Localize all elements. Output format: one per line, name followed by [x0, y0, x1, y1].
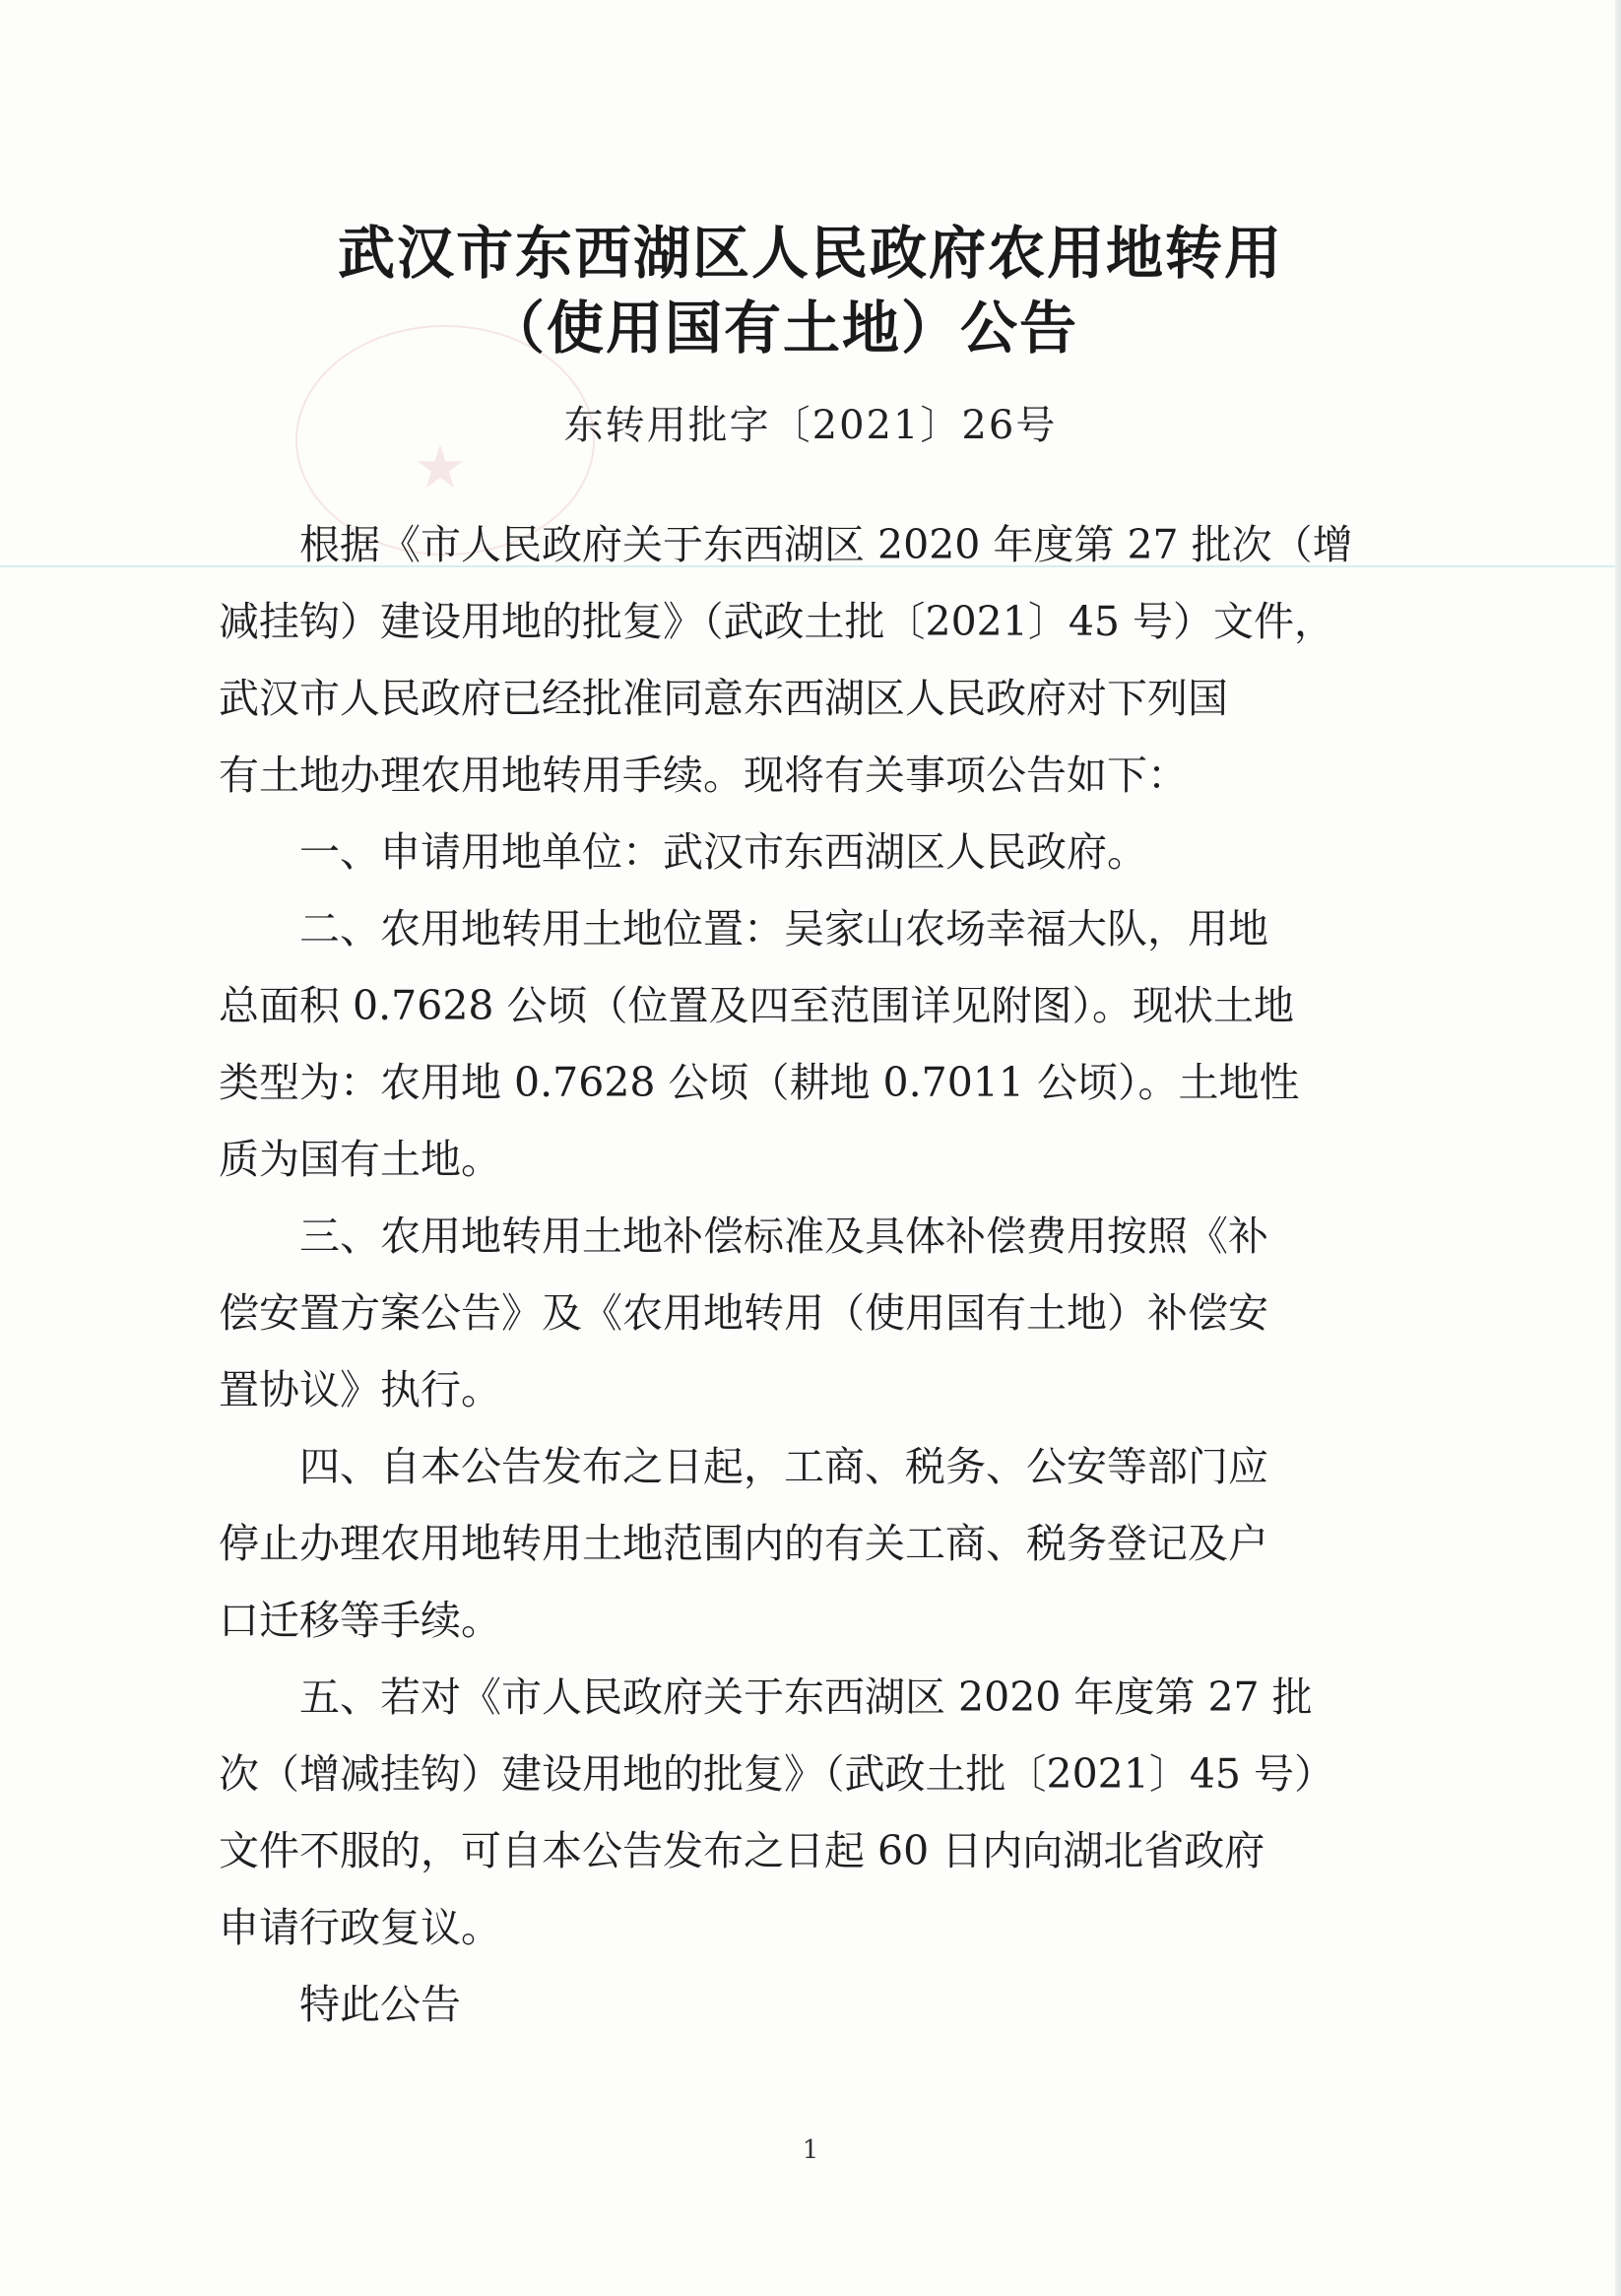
- body-line: 特此公告: [219, 1981, 461, 2028]
- body-line: 一、申请用地单位：武汉市东西湖区人民政府。: [219, 828, 1147, 876]
- seal-star-icon: ★: [414, 433, 467, 502]
- document-number: 东转用批字〔2021〕26号: [563, 403, 1058, 448]
- body-line: 四、自本公告发布之日起，工商、税务、公安等部门应: [219, 1443, 1268, 1490]
- body-line: 三、农用地转用土地补偿标准及具体补偿费用按照《补: [219, 1213, 1268, 1260]
- body-line: 文件不服的，可自本公告发布之日起 60 日内向湖北省政府: [219, 1827, 1265, 1874]
- body-line: 置协议》执行。: [219, 1366, 501, 1413]
- body-line: 偿安置方案公告》及《农用地转用（使用国有土地）补偿安: [219, 1289, 1268, 1337]
- page-edge: [1615, 0, 1621, 2296]
- body-line: 武汉市人民政府已经批准同意东西湖区人民政府对下列国: [219, 675, 1228, 722]
- body-line: 五、若对《市人民政府关于东西湖区 2020 年度第 27 批: [219, 1673, 1313, 1721]
- body-line: 申请行政复议。: [219, 1904, 501, 1951]
- document-title-line-1: 武汉市东西湖区人民政府农用地转用: [337, 220, 1283, 287]
- body-line: 有土地办理农用地转用手续。现将有关事项公告如下：: [219, 752, 1188, 799]
- body-line: 根据《市人民政府关于东西湖区 2020 年度第 27 批次（增: [219, 521, 1353, 568]
- body-line: 二、农用地转用土地位置：吴家山农场幸福大队，用地: [219, 905, 1268, 952]
- body-line: 停止办理农用地转用土地范围内的有关工商、税务登记及户: [219, 1520, 1268, 1567]
- body-line: 口迁移等手续。: [219, 1597, 501, 1644]
- body-line: 质为国有土地。: [219, 1136, 501, 1183]
- body-line: 类型为：农用地 0.7628 公顷（耕地 0.7011 公顷）。土地性: [219, 1059, 1300, 1106]
- body-line: 减挂钩）建设用地的批复》（武政土批〔2021〕45 号）文件，: [219, 598, 1335, 645]
- body-line: 次（增减挂钩）建设用地的批复》（武政土批〔2021〕45 号）: [219, 1750, 1335, 1798]
- body-line: 总面积 0.7628 公顷（位置及四至范围详见附图）。现状土地: [219, 982, 1295, 1029]
- document-title-line-2: （使用国有土地）公告: [486, 295, 1078, 361]
- page-number: 1: [802, 2135, 819, 2165]
